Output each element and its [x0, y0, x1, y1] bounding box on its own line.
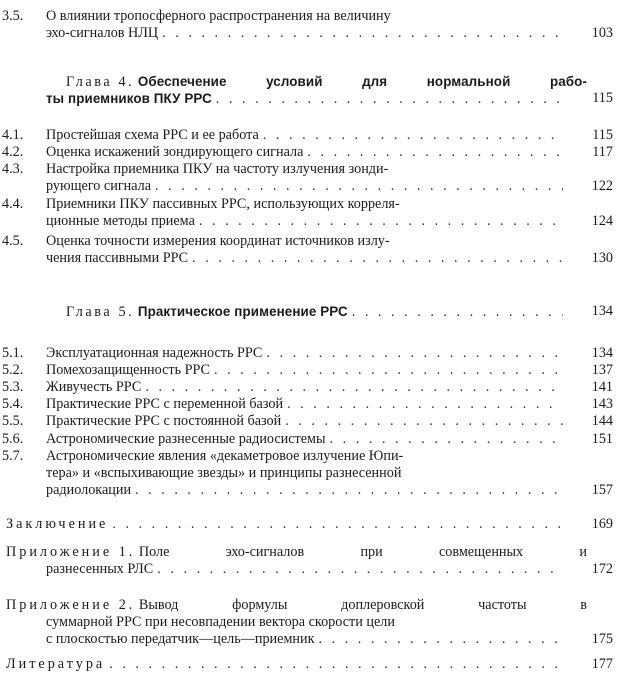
appendix-page-number: 172: [591, 561, 613, 577]
dot-leader: [212, 91, 563, 108]
toc-entry-4-4: [0, 196, 630, 230]
entry-title-line: эхо-сигналов НЛЦ: [46, 25, 159, 41]
entry-title-line: Эксплуатационная надежность РРС: [46, 345, 263, 361]
toc-entry-5-2: [0, 362, 630, 379]
entry-number: 4.5.: [2, 233, 24, 249]
entry-number: 5.4.: [2, 396, 24, 412]
chapter-title: Практическое применение РРС: [137, 304, 348, 319]
entry-page-number: 143: [591, 396, 613, 412]
toc-entry-5-1: [0, 345, 630, 362]
entry-title-line: чения пассивными РРС: [46, 250, 189, 266]
entry-page-number: 122: [591, 178, 613, 194]
dot-leader: [153, 561, 563, 578]
entry-page-number: 157: [591, 482, 613, 498]
chapter-title-line: ты приемников ПКУ РРС: [46, 91, 212, 106]
entry-title-line: Оценка искажений зондирующего сигнала: [46, 144, 304, 160]
entry-title-line: О влиянии тропосферного распространения на величину: [46, 8, 391, 24]
toc-entry-4-2: [0, 144, 630, 161]
appendix-title-line: суммарной РРС при несовпадении вектора скорости цели: [46, 614, 395, 630]
appendix-title-line: Вывод формулы доплеровской частоты в: [138, 597, 587, 613]
entry-title-line: Астрономические явления «декаметровое излучение Юпи-: [46, 448, 404, 464]
entry-title-line: Практические РРС с постоянной базой: [46, 413, 282, 429]
entry-number: 5.7.: [2, 448, 24, 464]
appendix-label: Приложение 2.: [6, 597, 136, 613]
entry-number: 5.3.: [2, 379, 24, 395]
entry-number: 5.6.: [2, 431, 24, 447]
chapter-label: Глава 4.: [66, 74, 135, 90]
entry-page-number: 144: [591, 413, 613, 429]
entry-number: 5.1.: [2, 345, 24, 361]
entry-title-line: Простейшая схема РРС и ее работа: [46, 127, 259, 143]
entry-page-number: 117: [592, 144, 613, 160]
toc-chapter-5: [0, 303, 630, 320]
entry-title-line: Приемники ПКУ пассивных РРС, использующих корреля-: [46, 196, 400, 212]
appendix-page-number: 175: [591, 631, 613, 647]
dot-leader: [281, 413, 563, 430]
entry-title-line: Помехозащищенность РРС: [46, 362, 211, 378]
appendix-title-line: с плоскостью передатчик—цель—приемник: [46, 631, 315, 647]
toc-entry-4-1: [0, 127, 630, 144]
chapter-title-line: Обеспечение условий для нормальной рабо-: [137, 74, 587, 89]
entry-number: 4.2.: [2, 144, 24, 160]
toc-literature: [0, 656, 630, 673]
toc-appendix-1: [0, 544, 630, 578]
dot-leader: [348, 304, 563, 321]
toc-entry-4-5: [0, 233, 630, 267]
toc-entry-5-3: [0, 379, 630, 396]
entry-title-line: Практические РРС с переменной базой: [46, 396, 284, 412]
dot-leader: [158, 25, 563, 42]
entry-title-line: радиолокации: [46, 482, 132, 498]
toc-entry-4-3: [0, 161, 630, 195]
entry-page-number: 141: [591, 379, 613, 395]
dot-leader: [262, 345, 563, 362]
dot-leader: [188, 250, 563, 267]
toc-entry-3-5: [0, 8, 630, 42]
entry-page-number: 130: [591, 250, 613, 266]
dot-leader: [195, 213, 563, 230]
entry-number: 4.4.: [2, 196, 24, 212]
dot-leader: [131, 482, 563, 499]
dot-leader: [315, 631, 563, 648]
entry-number: 4.1.: [2, 127, 24, 143]
entry-page-number: 151: [591, 431, 613, 447]
dot-leader: [141, 379, 563, 396]
entry-page-number: 134: [591, 345, 613, 361]
toc-conclusion: [0, 516, 630, 533]
appendix-title-line: разнесенных РЛС: [46, 561, 154, 577]
entry-title-line: рующего сигнала: [46, 178, 152, 194]
dot-leader: [105, 656, 563, 673]
entry-page-number: 115: [592, 127, 613, 143]
chapter-page-number: 115: [592, 90, 613, 106]
dot-leader: [108, 516, 563, 533]
toc-entry-5-6: [0, 431, 630, 448]
entry-title-line: Настройка приемника ПКУ на частоту излучения зонди-: [46, 161, 389, 177]
toc-appendix-2: [0, 597, 630, 648]
dot-leader: [303, 144, 563, 161]
entry-number: 5.5.: [2, 413, 24, 429]
toc-chapter-4: [0, 73, 630, 107]
entry-title-line: Оценка точности измерения координат источников излу-: [46, 233, 390, 249]
literature-page-number: 177: [591, 656, 613, 672]
literature-label: Литература: [6, 656, 106, 672]
chapter-label: Глава 5.: [66, 304, 135, 320]
entry-page-number: 137: [591, 362, 613, 378]
entry-title-line: Живучесть РРС: [46, 379, 142, 395]
dot-leader: [283, 396, 563, 413]
conclusion-label: Заключение: [6, 516, 109, 532]
entry-page-number: 124: [591, 213, 613, 229]
entry-page-number: 103: [591, 25, 613, 41]
entry-title-line: Астрономические разнесенные радиосистемы: [46, 431, 326, 447]
toc-entry-5-7: [0, 448, 630, 499]
dot-leader: [151, 178, 563, 195]
dot-leader: [210, 362, 563, 379]
toc-entry-5-5: [0, 413, 630, 430]
chapter-page-number: 134: [591, 303, 613, 319]
entry-number: 4.3.: [2, 161, 24, 177]
conclusion-page-number: 169: [591, 516, 613, 532]
appendix-title-line: Поле эхо-сигналов при совмещенных и: [138, 544, 587, 560]
entry-title-line: тера» и «вспыхивающие звезды» и принципы разнесенной: [46, 465, 402, 481]
toc-entry-5-4: [0, 396, 630, 413]
appendix-label: Приложение 1.: [6, 544, 136, 560]
entry-number: 5.2.: [2, 362, 24, 378]
entry-number: 3.5.: [2, 8, 24, 24]
dot-leader: [326, 431, 563, 448]
dot-leader: [259, 127, 563, 144]
entry-title-line: ционные методы приема: [46, 213, 195, 229]
